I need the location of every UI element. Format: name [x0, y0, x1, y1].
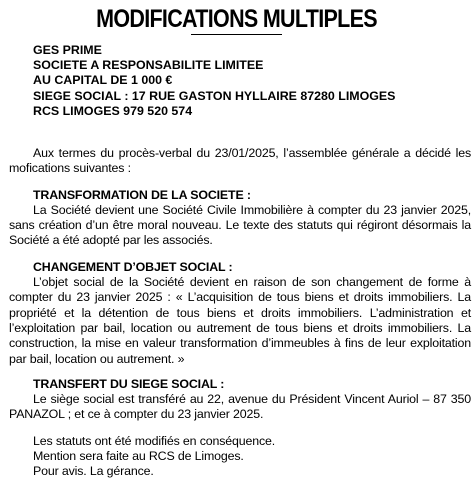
closing-line-mention: Mention sera faite au RCS de Limoges. — [33, 449, 244, 464]
intro-paragraph: Aux termes du procès-verbal du 23/01/2025, l’assemblée générale a décidé les mofications suivantes : — [9, 146, 471, 176]
section-text-objet-social: L’objet social de la Société devient en raison de son changement de forme à compter du 23 janvier 2025 : « L’acquisition de tous biens et droits immobiliers. La propriété et la détention de tous biens et droits immobiliers. L’administration et l’exploitation par bail, location ou autrement de tous biens et droits immobiliers. La construction, la mise en valeur transformation d’immeubles à fins de leur exploitation par bail, location ou autrement. » — [9, 275, 471, 366]
company-header — [33, 43, 463, 119]
section-text-siege-social: Le siège social est transféré au 22, avenue du Président Vincent Auriol – 87 350 PANAZOL ; et ce à compter du 23 janvier 2025. — [9, 392, 471, 422]
company-seat: SIEGE SOCIAL : 17 RUE GASTON HYLLAIRE 87280 LIMOGES — [33, 88, 396, 103]
closing-line-statuts: Les statuts ont été modifiés en conséquence. — [33, 433, 276, 448]
company-capital: AU CAPITAL DE 1 000 € — [33, 73, 173, 88]
notice-body — [9, 146, 471, 480]
title-divider — [191, 34, 282, 35]
section-heading-siege-social: TRANSFERT DU SIEGE SOCIAL : — [33, 376, 225, 391]
company-rcs: RCS LIMOGES 979 520 574 — [33, 103, 193, 118]
closing-block — [9, 434, 471, 480]
notice-title: MODIFICATIONS MULTIPLES — [96, 5, 377, 33]
closing-line-signature: Pour avis. La gérance. — [33, 464, 154, 479]
company-name: GES PRIME — [33, 43, 102, 57]
section-heading-objet-social: CHANGEMENT D’OBJET SOCIAL : — [33, 259, 233, 274]
section-heading-transformation: TRANSFORMATION DE LA SOCIETE : — [33, 187, 251, 202]
section-text-transformation: La Société devient une Société Civile Immobilière à compter du 23 janvier 2025, sans création d’un être moral nouveau. Le texte des statuts qui régiront désormais la Société a été adopté par les associés. — [9, 202, 471, 248]
company-form: SOCIETE A RESPONSABILITE LIMITEE — [33, 58, 264, 73]
